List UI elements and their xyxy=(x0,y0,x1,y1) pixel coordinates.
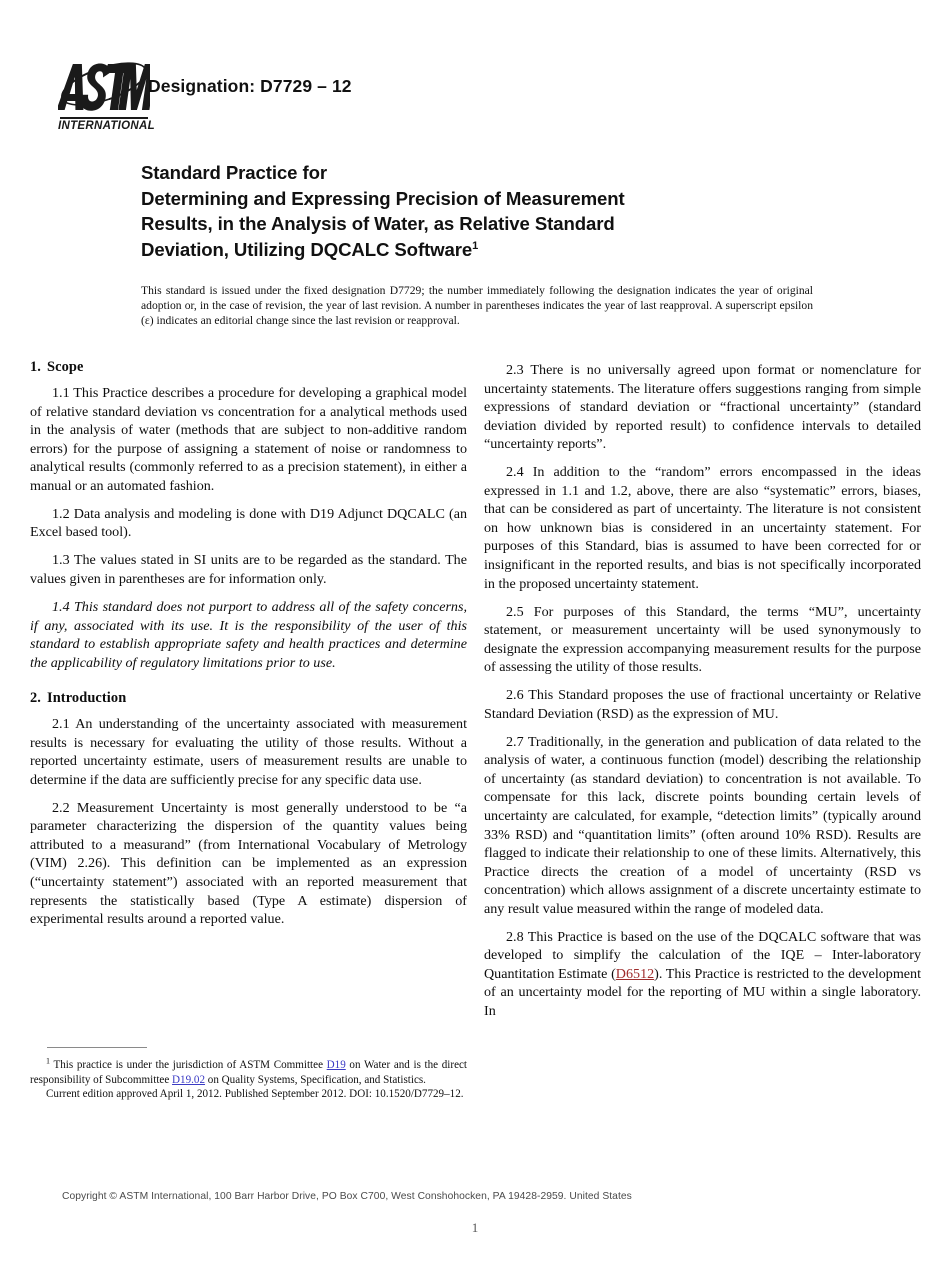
logo-international-text: INTERNATIONAL xyxy=(58,120,155,132)
paragraph-label-2-1: 2.1 xyxy=(52,716,70,733)
paragraph-1-2 xyxy=(30,495,467,542)
footnote-text-part3: on Quality Systems, Specification, and Statistics. xyxy=(205,1073,426,1086)
paragraph-1-4 xyxy=(30,588,467,672)
paragraph-text-1-1: This Practice describes a procedure for developing a graphical model of relative standard deviation vs concentration for a analytical methods used in the analysis of water (methods that are subject to non-additive random errors) for the purpose of assigning a statement of noise or randomness to analytical results (commonly referred to as a precision statement), in either a manual or an automated fashion. xyxy=(30,385,467,494)
paragraph-2-3 xyxy=(484,358,921,454)
paragraph-2-2 xyxy=(30,789,467,928)
section-title-1: Scope xyxy=(47,359,84,375)
title-line-1: Standard Practice for xyxy=(141,162,327,183)
astm-logo-mark xyxy=(58,56,150,118)
footnote-text-part1: This practice is under the jurisdiction of ASTM Committee xyxy=(50,1059,327,1071)
paragraph-label-2-7: 2.7 xyxy=(506,733,524,750)
paragraph-2-4 xyxy=(484,454,921,593)
designation-text: Designation: D7729 – 12 xyxy=(148,76,352,96)
page-number: 1 xyxy=(471,1220,479,1235)
section-number-2: 2. xyxy=(30,690,41,707)
footnote-jurisdiction xyxy=(30,1058,467,1087)
paragraph-text-2-7: Traditionally, in the generation and publication of data related to the analysis of water, a continuous function (model) describing the relationship of uncertainty (as standard deviation) to concentration is not available. To compensate for this lack, discrete points bounding certain levels of uncertainty are calculated, for example, “detection limits” (typically around 33% RSD) and “quantitation limits” (often around 10% RSD). Results are flagged to indicate their relationship to one of these limits. Alternatively, this Practice directs the creation of a model of uncertainty (RSD vs concentration) which allows assignment of a discrete uncertainty estimate to any result value measured within the range of modeled data. xyxy=(484,733,921,917)
paragraph-text-1-2: Data analysis and modeling is done with D19 Adjunct DQCALC (an Excel based tool). xyxy=(30,505,467,541)
section-heading-introduction xyxy=(30,689,467,708)
paragraph-label-2-8: 2.8 xyxy=(506,928,524,945)
title-footnote-marker: 1 xyxy=(472,239,479,252)
standard-preamble: This standard is issued under the fixed designation D7729; the number immediately following the designation indicates the year of original adoption or, in the case of revision, the year of last revision. A number in parentheses indicates the year of last reapproval. A superscript epsilon (ε) indicates an editorial change since the last revision or reapproval. xyxy=(141,284,813,328)
footnote-divider xyxy=(47,1047,147,1048)
footnote-block xyxy=(30,1058,467,1102)
section-number-1: 1. xyxy=(30,359,41,375)
astm-logo xyxy=(58,56,155,136)
paragraph-label-2-6: 2.6 xyxy=(506,687,524,704)
paragraph-2-6 xyxy=(484,677,921,724)
paragraph-text-1-3: The values stated in SI units are to be regarded as the standard. The values given in parentheses are for information only. xyxy=(30,552,467,587)
title-line-4 xyxy=(141,237,841,263)
footnote-edition: Current edition approved April 1, 2012. Published September 2012. DOI: 10.1520/D7729–12. xyxy=(46,1088,464,1101)
paragraph-label-2-5: 2.5 xyxy=(506,603,524,620)
paragraph-2-1 xyxy=(30,712,467,789)
footnote-marker: 1 xyxy=(46,1056,50,1066)
paragraph-2-8 xyxy=(484,918,921,1020)
paragraph-text-2-2: Measurement Uncertainty is most generally understood to be “a parameter characterizing the dispersion of the quantity values being attributed to a measurand” (from International Vocabulary of Metrology (VIM) 2.26). This definition can be implemented as an expression (“uncertainty statement”) associated with an reported measurement that represents the statistically based (Type A estimate) dispersion of experimental results around a reported value. xyxy=(30,799,467,928)
paragraph-2-5 xyxy=(484,593,921,677)
paragraph-text-2-8-part1: This Practice is based on the use of the DQCALC software that was developed to simplify the calculation of the IQE – Inter-laboratory Quantitation Estimate ( xyxy=(484,928,921,982)
paragraph-label-2-2: 2.2 xyxy=(52,799,70,816)
section-title-2: Introduction xyxy=(47,690,127,707)
title-line-3: Results, in the Analysis of Water, as Relative Standard xyxy=(141,213,615,234)
page-title xyxy=(141,160,841,262)
paragraph-label-1-4: 1.4 xyxy=(52,598,70,615)
paragraph-text-2-6: This Standard proposes the use of fractional uncertainty or Relative Standard Deviation (RSD) as the expression of MU. xyxy=(484,687,921,722)
column-right xyxy=(484,358,921,1021)
footnote-text-part2: on Water and is the direct responsibility of Subcommittee xyxy=(30,1059,468,1086)
title-line-2: Determining and Expressing Precision of Measurement xyxy=(141,187,625,209)
paragraph-label-1-2: 1.2 xyxy=(52,505,70,522)
subcommittee-link-d19-02[interactable]: D19.02 xyxy=(172,1073,206,1086)
paragraph-2-7 xyxy=(484,723,921,918)
paragraph-text-2-8-part2: ). This Practice is restricted to the development of an uncertainty model for the reporting of MU within a single laboratory. In xyxy=(484,965,922,1019)
paragraph-text-2-5: For purposes of this Standard, the terms “MU”, uncertainty statement, or measurement uncertainty will be used synonymously to designate the expression accompanying measurement results for the purpose of assessing the utility of those results. xyxy=(484,603,922,676)
section-heading-scope xyxy=(30,358,467,377)
paragraph-1-3 xyxy=(30,542,467,589)
committee-link-d19[interactable]: D19 xyxy=(326,1059,346,1071)
paragraph-text-2-3: There is no universally agreed upon format or nomenclature for uncertainty statements. The literature offers suggestions ranging from simple expressions of standard deviation or “fractional uncertainty” (standard deviation divided by reported result) to confidence intervals to detailed “uncertainty reports”. xyxy=(484,362,921,453)
paragraph-label-2-3: 2.3 xyxy=(506,362,524,378)
paragraph-text-2-4: In addition to the “random” errors encompassed in the ideas expressed in 1.1 and 1.2, above, there are also “systematic” errors, biases, that can be considered as part of uncertainty. The literature is not consistent on how unknown bias is considered in an uncertainty statement. For purposes of this Standard, bias is assumed to have been corrected for or insignificant in the reported results, and bias is not specifically incorporated in the proposed uncertainty statement. xyxy=(484,464,921,592)
column-left xyxy=(30,358,467,929)
document-header xyxy=(0,56,950,146)
title-line-4-text: Deviation, Utilizing DQCALC Software xyxy=(141,238,473,260)
paragraph-1-1 xyxy=(30,381,467,495)
paragraph-text-1-4: This standard does not purport to address all of the safety concerns, if any, associated with its use. It is the responsibility of the user of this standard to establish appropriate safety and health practices and determine the applicability of regulatory limitations prior to use. xyxy=(30,598,467,671)
paragraph-text-2-1: An understanding of the uncertainty associated with measurement results is necessary for evaluating the utility of those results. Without a reported uncertainty estimate, users of measurement results are unable to determine if the data are sufficiently precise for any specific data use. xyxy=(30,716,468,788)
logo-divider xyxy=(60,117,148,119)
footer-copyright: Copyright © ASTM International, 100 Barr Harbor Drive, PO Box C700, West Conshohocken, PA 19428-2959. United States xyxy=(62,1191,632,1202)
standard-link-d6512[interactable]: D6512 xyxy=(615,965,655,982)
paragraph-label-1-1: 1.1 xyxy=(52,385,70,401)
paragraph-label-1-3: 1.3 xyxy=(52,552,70,569)
paragraph-label-2-4: 2.4 xyxy=(506,464,524,481)
